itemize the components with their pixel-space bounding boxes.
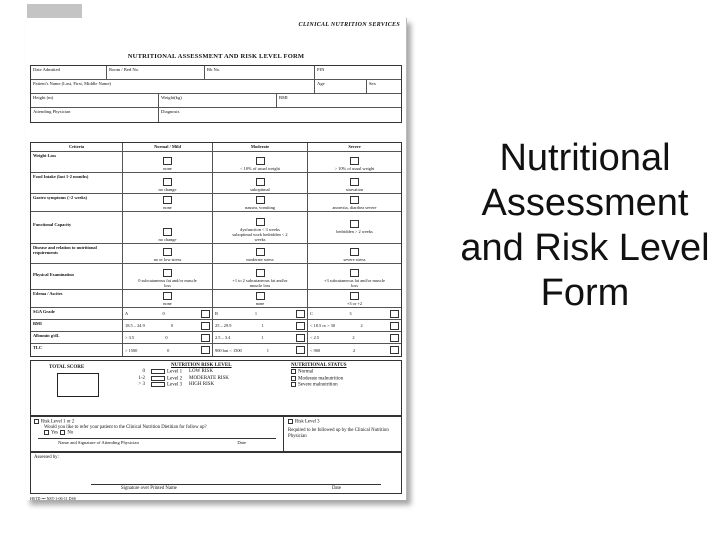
checkbox[interactable] bbox=[163, 248, 172, 256]
score-points: 0 bbox=[170, 323, 173, 328]
referral-question: Would you like to refer your patient to the Clinical Nutrition Dietitian for follow up? bbox=[44, 424, 207, 430]
checkbox[interactable] bbox=[201, 334, 210, 342]
risk-label: HIGH RISK bbox=[189, 382, 215, 388]
nutritional-status bbox=[291, 363, 347, 389]
checkbox[interactable] bbox=[296, 346, 305, 354]
rb-no-field: Rb No. bbox=[205, 66, 315, 79]
form-footer-code: HSTD ••• NST-1-06-11 DSS bbox=[30, 496, 77, 501]
checkbox[interactable] bbox=[163, 292, 172, 300]
option-text: suboptimal bbox=[250, 187, 270, 192]
checkbox[interactable] bbox=[291, 382, 296, 387]
bmi-field: BMI bbox=[279, 95, 288, 100]
age-field: Age bbox=[315, 80, 367, 93]
option-text: +3 subcutaneous fat and/or muscle loss bbox=[323, 278, 385, 288]
checkbox[interactable] bbox=[350, 292, 359, 300]
patient-info-grid bbox=[30, 65, 402, 123]
criteria-label: Gastro symptoms (>2 weeks) bbox=[31, 194, 123, 211]
status-option: Moderate malnutrition bbox=[298, 376, 344, 382]
score-points: 0 bbox=[162, 311, 165, 316]
score-label: TLC bbox=[31, 344, 123, 356]
criteria-row bbox=[31, 152, 401, 173]
risk-level-row bbox=[131, 369, 232, 376]
score-option: 900 but < 1500 bbox=[215, 347, 242, 353]
score-row bbox=[31, 308, 401, 320]
score-option: 18.5 – 24.9 bbox=[125, 323, 145, 328]
risk-label: MODERATE RISK bbox=[189, 375, 229, 381]
total-score-label: TOTAL SCORE bbox=[49, 365, 85, 370]
checkbox[interactable] bbox=[288, 419, 293, 424]
height-field: Height (m) bbox=[31, 94, 159, 107]
option-text: +3 or +2 bbox=[346, 301, 363, 306]
checkbox[interactable] bbox=[44, 430, 49, 435]
option-text: none bbox=[163, 205, 172, 210]
checkbox[interactable] bbox=[163, 228, 172, 236]
criteria-row bbox=[31, 212, 401, 244]
score-range: 0 bbox=[142, 369, 145, 374]
checkbox[interactable] bbox=[291, 376, 296, 381]
room-bed-field: Room / Bed No. bbox=[107, 66, 205, 79]
slide-caption: Nutritional Assessment and Risk Level Form bbox=[460, 137, 710, 314]
checkbox[interactable] bbox=[201, 346, 210, 354]
risk-level-title: NUTRITION RISK LEVEL bbox=[171, 363, 232, 368]
score-summary-section bbox=[30, 360, 402, 416]
service-name: CLINICAL NUTRITION SERVICES bbox=[298, 22, 400, 28]
date-admitted-field: Date Admitted bbox=[31, 66, 107, 79]
score-points: 1 bbox=[261, 323, 264, 328]
score-range: > 3 bbox=[138, 382, 145, 388]
physician-signature-line bbox=[30, 438, 284, 445]
risk12-label: Risk Level 1 or 2 bbox=[41, 419, 75, 425]
form-title: NUTRITIONAL ASSESSMENT AND RISK LEVEL FORM bbox=[127, 53, 305, 60]
option-text: 0 subcutaneous fat and/or muscle loss bbox=[138, 278, 197, 288]
criteria-label: Disease and relation to nutritional requirements bbox=[31, 244, 123, 263]
score-option: < 18.5 or > 30 bbox=[310, 323, 336, 328]
checkbox[interactable] bbox=[291, 369, 296, 374]
checkbox[interactable] bbox=[60, 430, 65, 435]
checkbox[interactable] bbox=[350, 269, 359, 277]
option-text: no or low stress bbox=[153, 257, 182, 262]
score-label: BMI bbox=[31, 320, 123, 331]
criteria-row bbox=[31, 290, 401, 308]
option-text: severe stress bbox=[343, 257, 366, 262]
sig-label: Name and Signature of Attending Physician bbox=[58, 440, 139, 445]
score-option: > 1500 bbox=[125, 347, 138, 353]
checkbox[interactable] bbox=[256, 248, 265, 256]
score-label: SGA Grade bbox=[31, 308, 123, 319]
criteria-row bbox=[31, 173, 401, 194]
score-option: A bbox=[125, 311, 129, 316]
score-row bbox=[31, 332, 401, 344]
criteria-label: Edema / Ascites bbox=[31, 290, 123, 307]
criteria-label: Functional Capacity bbox=[31, 212, 123, 243]
header-normal: Normal / Mild bbox=[123, 143, 213, 151]
checkbox[interactable] bbox=[201, 322, 210, 330]
patient-name-field: Patient's Name (Last, First, Middle Name) bbox=[31, 80, 315, 93]
checkbox[interactable] bbox=[201, 310, 210, 318]
checkbox[interactable] bbox=[256, 292, 265, 300]
option-text: no change bbox=[158, 187, 177, 192]
score-points: 0 bbox=[167, 347, 170, 353]
score-points: 0 bbox=[165, 335, 168, 340]
option-text: dysfunction < 3 weeks suboptimal work bedridden < 2 weeks bbox=[232, 227, 288, 242]
checkbox[interactable] bbox=[296, 322, 305, 330]
assessed-by-section bbox=[30, 452, 402, 494]
score-points: 2 bbox=[352, 335, 355, 340]
status-option: Severe malnutrition bbox=[298, 382, 338, 388]
risk3-label: Risk Level 3 bbox=[295, 419, 320, 425]
option-text: moderate stress bbox=[246, 257, 274, 262]
option-text: starvation bbox=[345, 187, 364, 192]
checkbox[interactable] bbox=[350, 248, 359, 256]
score-label: Albumin g/dL bbox=[31, 332, 123, 343]
checkbox[interactable] bbox=[256, 218, 265, 226]
checkbox[interactable] bbox=[151, 382, 165, 387]
level-label: Level 3 bbox=[167, 382, 183, 388]
checkbox[interactable] bbox=[350, 196, 359, 204]
checkbox[interactable] bbox=[256, 269, 265, 277]
risk-level-row bbox=[131, 382, 232, 389]
criteria-label: Food Intake (last 1-2 months) bbox=[31, 173, 123, 193]
sex-field: Sex bbox=[369, 81, 376, 86]
risk-level-3-section bbox=[284, 416, 402, 452]
criteria-label: Physical Examination bbox=[31, 264, 123, 289]
checkbox[interactable] bbox=[256, 178, 265, 186]
checkbox[interactable] bbox=[390, 334, 399, 342]
option-text: none bbox=[163, 301, 172, 306]
option-text: none bbox=[163, 166, 172, 171]
score-points: 1 bbox=[261, 335, 264, 340]
option-text: no change bbox=[158, 237, 177, 242]
checkbox[interactable] bbox=[350, 220, 359, 228]
checkbox[interactable] bbox=[151, 369, 165, 374]
risk-level-1-2-section bbox=[30, 416, 284, 452]
checkbox[interactable] bbox=[390, 322, 399, 330]
checkbox[interactable] bbox=[390, 346, 399, 354]
date-label: Date bbox=[331, 486, 341, 491]
score-points: 1 bbox=[266, 347, 269, 353]
sig-label: Signature over Printed Name bbox=[121, 486, 177, 491]
checkbox[interactable] bbox=[163, 269, 172, 277]
score-option: > 3.5 bbox=[125, 335, 135, 340]
diagnosis-field: Diagnosis bbox=[161, 109, 180, 114]
total-score-box[interactable] bbox=[57, 373, 99, 397]
checkbox[interactable] bbox=[163, 157, 172, 165]
pin-field: PIN bbox=[317, 67, 325, 72]
criteria-table bbox=[30, 142, 402, 357]
attending-physician-field: Attending Physician bbox=[31, 108, 159, 122]
date-label: Date bbox=[237, 440, 246, 445]
criteria-row bbox=[31, 244, 401, 264]
score-option: < 2.5 bbox=[310, 335, 320, 340]
score-points: 3 bbox=[349, 311, 352, 316]
criteria-row bbox=[31, 264, 401, 290]
assessed-by-label: Assessed by: bbox=[34, 455, 59, 460]
checkbox[interactable] bbox=[163, 178, 172, 186]
checkbox[interactable] bbox=[163, 196, 172, 204]
header-criteria: Criteria bbox=[31, 143, 123, 151]
checkbox[interactable] bbox=[256, 157, 265, 165]
score-option: C bbox=[310, 311, 313, 316]
risk-level-row bbox=[131, 376, 232, 383]
risk-label: LOW RISK bbox=[189, 369, 213, 374]
checkbox[interactable] bbox=[256, 196, 265, 204]
checkbox[interactable] bbox=[151, 376, 165, 381]
checkbox[interactable] bbox=[34, 419, 39, 424]
score-points: 2 bbox=[352, 347, 356, 353]
option-text: bedridden > 2 weeks bbox=[336, 229, 373, 234]
level-label: Level 2 bbox=[167, 376, 183, 382]
checkbox[interactable] bbox=[350, 178, 359, 186]
score-points: 2 bbox=[360, 323, 363, 328]
score-option: 25 – 29.9 bbox=[215, 323, 232, 328]
level-label: Level 1 bbox=[167, 369, 183, 375]
status-title: NUTRITIONAL STATUS bbox=[291, 363, 347, 368]
criteria-row bbox=[31, 194, 401, 212]
no-option: No bbox=[67, 430, 74, 436]
option-text: > 10% of usual weight bbox=[334, 166, 375, 171]
option-text: +1 to 2 subcutaneous fat and/or muscle loss bbox=[232, 278, 288, 288]
scanned-form bbox=[26, 18, 407, 500]
header-moderate: Moderate bbox=[213, 143, 308, 151]
score-option: B bbox=[215, 311, 218, 316]
checkbox[interactable] bbox=[296, 334, 305, 342]
score-points: 1 bbox=[254, 311, 258, 316]
option-text: anorexia, diarrhea severe bbox=[332, 205, 377, 210]
score-row bbox=[31, 344, 401, 356]
score-range: 1-2 bbox=[138, 375, 145, 381]
yes-option: Yes bbox=[51, 430, 58, 436]
weight-field: Weight(kg) bbox=[159, 94, 277, 107]
option-text: none bbox=[255, 301, 265, 306]
option-text: nausea, vomiting bbox=[245, 205, 275, 210]
risk-level-legend bbox=[131, 363, 232, 389]
score-row bbox=[31, 320, 401, 332]
header-severe: Severe bbox=[348, 144, 361, 149]
status-option: Normal bbox=[298, 369, 314, 375]
checkbox[interactable] bbox=[350, 157, 359, 165]
score-option: < 900 bbox=[310, 347, 321, 353]
option-text: < 10% of usual weight bbox=[240, 166, 280, 171]
checkbox[interactable] bbox=[296, 310, 305, 318]
checkbox[interactable] bbox=[390, 310, 399, 318]
risk3-note: Required to be followed up by the Clinical Nutrition Physician bbox=[288, 427, 389, 439]
criteria-label: Weight Loss bbox=[31, 152, 123, 172]
score-option: 2.5 – 3.4 bbox=[215, 335, 231, 340]
